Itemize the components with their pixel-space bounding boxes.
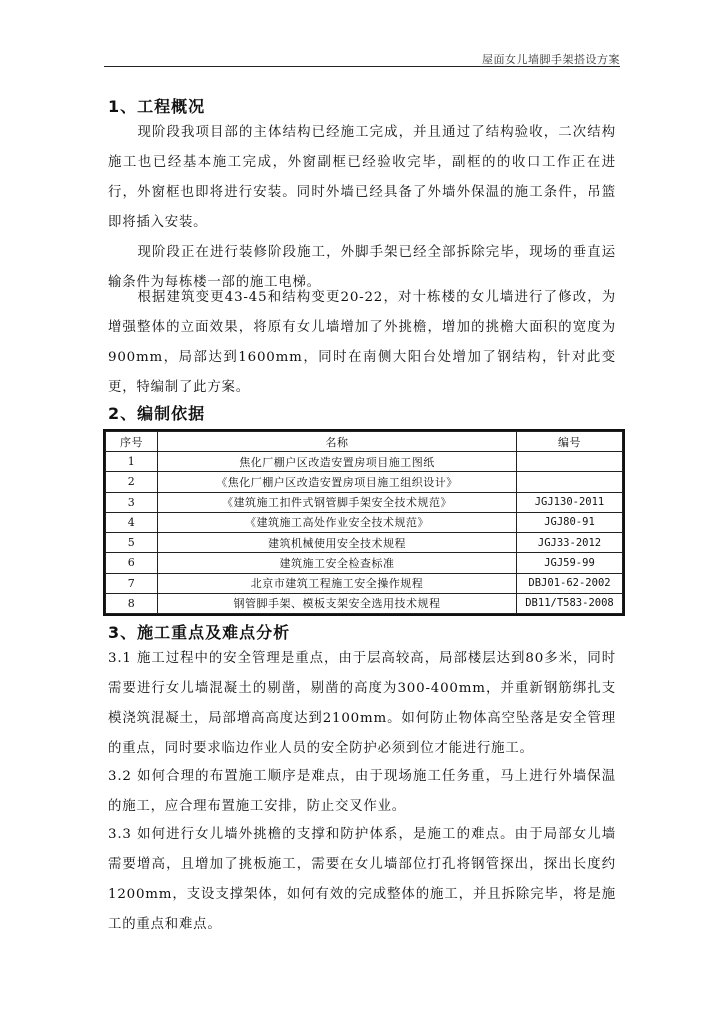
section-3-heading: 3、施工重点及难点分析	[108, 623, 291, 642]
table-row	[106, 553, 623, 573]
row-code: DB11/T583-2008	[517, 593, 623, 613]
section-3-paragraph-3: 3.3 如何进行女儿墙外挑檐的支撑和防护体系，是施工的难点。由于局部女儿墙需要增高，且增加了挑板施工，需要在女儿墙部位打孔将钢管探出，探出长度约1200mm，支设支撑架体，如何有效的完成整体的施工，并且拆除完毕，将是施工的重点和难点。	[108, 827, 616, 932]
row-name: 《建筑施工扣件式钢管脚手架安全技术规范》	[158, 492, 517, 512]
header-code: 编号	[517, 432, 623, 452]
row-index: 7	[106, 573, 158, 593]
section-3-paragraph-2: 3.2 如何合理的布置施工顺序是难点，由于现场施工任务重，马上进行外墙保温的施工，应合理布置施工安排，防止交叉作业。	[108, 769, 616, 814]
row-name: 建筑机械使用安全技术规程	[158, 533, 517, 553]
table-row	[106, 512, 623, 532]
row-index: 1	[106, 452, 158, 472]
row-code: JGJ33-2012	[517, 533, 623, 553]
row-code: JGJ59-99	[517, 553, 623, 573]
section-3-paragraph-1: 3.1 施工过程中的安全管理是重点，由于层高较高，局部楼层达到80多米，同时需要进行女儿墙混凝土的剔凿，剔凿的高度为300-400mm，并重新钢筋绑扎支模浇筑混凝土，局部增高高度达到2100mm。如何防止物体高空坠落是安全管理的重点，同时要求临边作业人员的安全防护必须到位才能进行施工。	[108, 651, 616, 756]
row-index: 5	[106, 533, 158, 553]
row-name: 钢管脚手架、模板支架安全选用技术规程	[158, 593, 517, 613]
row-code: DBJ01-62-2002	[517, 573, 623, 593]
header-index: 序号	[106, 432, 158, 452]
section-1-heading: 1、工程概况	[108, 97, 206, 116]
table-header-row	[106, 432, 623, 452]
row-index: 2	[106, 472, 158, 492]
row-name: 建筑施工安全检查标准	[158, 553, 517, 573]
header-rule	[104, 66, 620, 67]
section-2-heading: 2、编制依据	[108, 404, 206, 423]
table-row	[106, 452, 623, 472]
row-name: 《建筑施工高处作业安全技术规范》	[158, 512, 517, 532]
table-row	[106, 573, 623, 593]
row-code: JGJ130-2011	[517, 492, 623, 512]
section-1-paragraph-1: 现阶段我项目部的主体结构已经施工完成，并且通过了结构验收，二次结构施工也已经基本施工完成，外窗副框已经验收完毕，副框的的收口工作正在进行，外窗框也即将进行安装。同时外墙已经具备了外墙外保温的施工条件，吊篮即将插入安装。	[108, 125, 616, 230]
reference-table	[103, 429, 625, 616]
row-index: 4	[106, 512, 158, 532]
row-index: 8	[106, 593, 158, 613]
table-row	[106, 533, 623, 553]
running-header: 屋面女儿墙脚手架搭设方案	[482, 53, 620, 66]
row-code	[517, 472, 623, 492]
row-name: 北京市建筑工程施工安全操作规程	[158, 573, 517, 593]
section-1-paragraph-3: 根据建筑变更43-45和结构变更20-22，对十栋楼的女儿墙进行了修改，为增强整体的立面效果，将原有女儿墙增加了外挑檐，增加的挑檐大面积的宽度为900mm，局部达到1600mm，同时在南侧大阳台处增加了钢结构，针对此变更，特编制了此方案。	[108, 290, 616, 395]
table-row	[106, 472, 623, 492]
row-code	[517, 452, 623, 472]
table-row	[106, 492, 623, 512]
row-index: 6	[106, 553, 158, 573]
row-index: 3	[106, 492, 158, 512]
table-row	[106, 593, 623, 613]
header-name: 名称	[158, 432, 517, 452]
section-1-paragraph-2: 现阶段正在进行装修阶段施工，外脚手架已经全部拆除完毕，现场的垂直运输条件为每栋楼一部的施工电梯。	[108, 245, 616, 290]
row-name: 焦化厂棚户区改造安置房项目施工图纸	[158, 452, 517, 472]
row-name: 《焦化厂棚户区改造安置房项目施工组织设计》	[158, 472, 517, 492]
row-code: JGJ80-91	[517, 512, 623, 532]
